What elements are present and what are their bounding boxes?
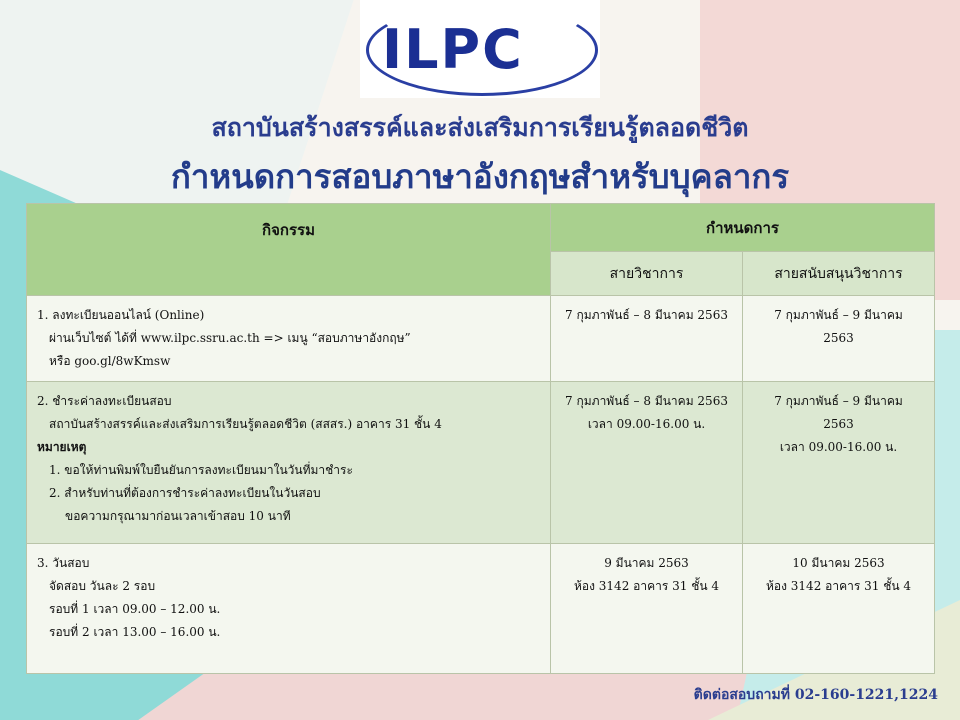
academic-line: เวลา 09.00-16.00 น. bbox=[587, 417, 706, 431]
activity-line: รอบที่ 1 เวลา 09.00 – 12.00 น. bbox=[49, 602, 221, 616]
activity-line: รอบที่ 2 เวลา 13.00 – 16.00 น. bbox=[49, 625, 221, 639]
page-title: กำหนดการสอบภาษาอังกฤษสำหรับบุคลากร bbox=[170, 157, 790, 196]
support-line: ห้อง 3142 อาคาร 31 ชั้น 4 bbox=[766, 579, 911, 593]
schedule-table bbox=[26, 203, 935, 674]
support-line: 2563 bbox=[823, 417, 854, 431]
ilpc-logo bbox=[360, 0, 600, 98]
table-row bbox=[27, 382, 935, 544]
support-line: เวลา 09.00-16.00 น. bbox=[779, 440, 898, 454]
support-line: 2563 bbox=[823, 331, 854, 345]
academic-cell bbox=[551, 382, 743, 544]
table-row bbox=[27, 544, 935, 674]
contact-info: ติดต่อสอบถามที่ 02-160-1221,1224 bbox=[693, 687, 938, 703]
note-line: 2. สำหรับท่านที่ต้องการชำระค่าลงทะเบียนในวันสอบ bbox=[49, 486, 321, 500]
note-line: ขอความกรุณามาก่อนเวลาเข้าสอบ 10 นาที bbox=[65, 509, 291, 523]
activity-cell bbox=[27, 296, 551, 382]
support-cell bbox=[743, 544, 935, 674]
table-row bbox=[27, 296, 935, 382]
activity-line: 2. ชำระค่าลงทะเบียนสอบ bbox=[37, 394, 172, 408]
support-line: 7 กุมภาพันธ์ – 9 มีนาคม bbox=[774, 308, 903, 322]
academic-line: ห้อง 3142 อาคาร 31 ชั้น 4 bbox=[574, 579, 719, 593]
activity-line: จัดสอบ วันละ 2 รอบ bbox=[49, 579, 156, 593]
organization-name: สถาบันสร้างสรรค์และส่งเสริมการเรียนรู้ตลอดชีวิต bbox=[211, 113, 749, 142]
logo-text: ILPC bbox=[382, 18, 524, 81]
note-line: 1. ขอให้ท่านพิมพ์ใบยืนยันการลงทะเบียนมาในวันที่มาชำระ bbox=[49, 463, 353, 477]
academic-line: 9 มีนาคม 2563 bbox=[604, 556, 689, 570]
header-schedule: กำหนดการ bbox=[551, 204, 935, 252]
activity-cell bbox=[27, 544, 551, 674]
activity-line: 1. ลงทะเบียนออนไลน์ (Online) bbox=[37, 308, 205, 322]
academic-line: 7 กุมภาพันธ์ – 8 มีนาคม 2563 bbox=[565, 394, 728, 408]
support-cell bbox=[743, 382, 935, 544]
activity-line: ผ่านเว็บไซต์ ได้ที่ www.ilpc.ssru.ac.th => เมนู “สอบภาษาอังกฤษ” bbox=[49, 331, 411, 345]
activity-line: 3. วันสอบ bbox=[37, 556, 90, 570]
header-support: สายสนับสนุนวิชาการ bbox=[743, 252, 935, 296]
header-activity: กิจกรรม bbox=[27, 204, 551, 296]
activity-line: หรือ goo.gl/8wKmsw bbox=[49, 354, 171, 368]
academic-cell bbox=[551, 544, 743, 674]
note-heading: หมายเหตุ bbox=[37, 440, 87, 454]
support-cell bbox=[743, 296, 935, 382]
academic-cell bbox=[551, 296, 743, 382]
header-academic: สายวิชาการ bbox=[551, 252, 743, 296]
activity-line: สถาบันสร้างสรรค์และส่งเสริมการเรียนรู้ตลอดชีวิต (สสสร.) อาคาร 31 ชั้น 4 bbox=[49, 417, 442, 431]
academic-line: 7 กุมภาพันธ์ – 8 มีนาคม 2563 bbox=[565, 308, 728, 322]
activity-cell bbox=[27, 382, 551, 544]
support-line: 7 กุมภาพันธ์ – 9 มีนาคม bbox=[774, 394, 903, 408]
support-line: 10 มีนาคม 2563 bbox=[792, 556, 885, 570]
